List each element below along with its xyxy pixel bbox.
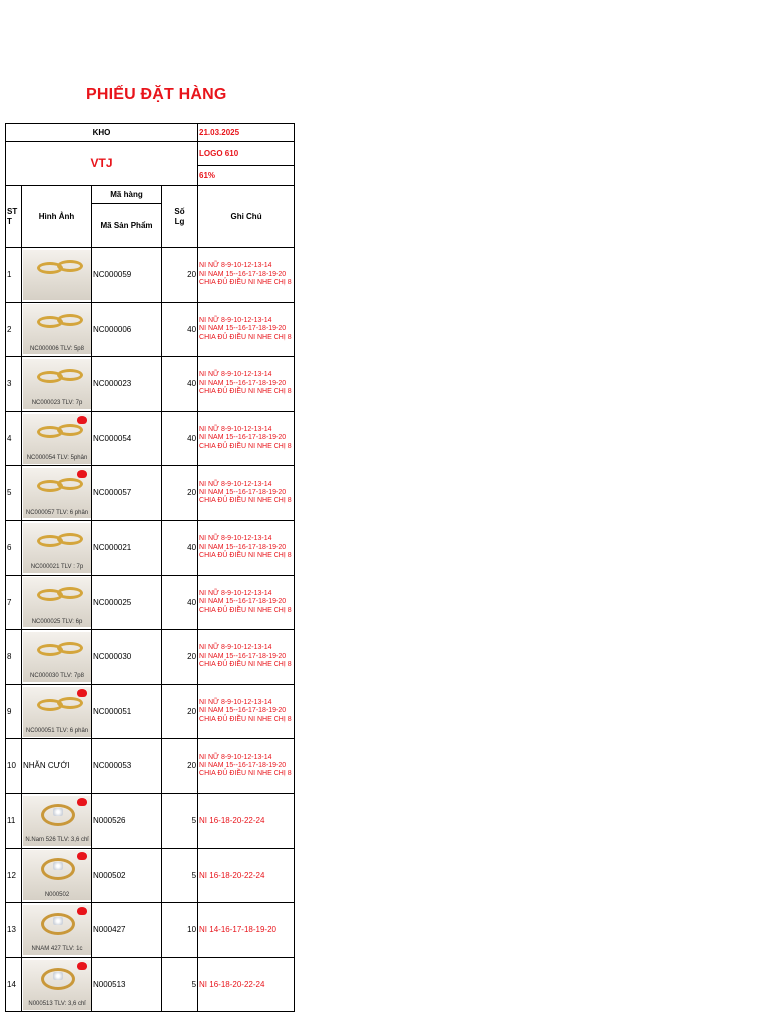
row-stt: 3	[6, 357, 22, 412]
note-line: NI NỮ 8-9-10-12-13-14	[199, 316, 272, 324]
row-stt: 4	[6, 411, 22, 466]
row-image-cell	[22, 357, 92, 412]
ring-shape	[57, 478, 83, 490]
product-image	[23, 960, 91, 1010]
image-caption: NC000025 TLV: 6p	[31, 618, 83, 625]
note-line: NI NỮ 8-9-10-12-13-14	[199, 644, 272, 652]
row-image-cell	[22, 411, 92, 466]
row-quantity: 40	[162, 575, 198, 630]
note-line: NI NAM 15--16-17-18-19-20	[199, 543, 287, 551]
row-product-code: N000513	[92, 957, 162, 1012]
row-quantity: 40	[162, 520, 198, 575]
row-stt: 11	[6, 793, 22, 848]
gem-shape	[53, 972, 63, 980]
note-line: NI NỮ 8-9-10-12-13-14	[199, 480, 272, 488]
ring-shape	[57, 697, 83, 709]
row-stt: 5	[6, 466, 22, 521]
product-image	[23, 304, 91, 354]
image-caption: NC000023 TLV: 7p	[31, 400, 83, 407]
note-line: CHIA ĐỦ ĐIỀU NI NHE CHỊ 8	[199, 278, 292, 286]
row-note	[198, 466, 295, 521]
ring-shape	[57, 533, 83, 545]
row-product-code: NC000006	[92, 302, 162, 357]
row-product-code: NC000057	[92, 466, 162, 521]
brand-logo-icon	[77, 907, 87, 915]
note-line: NI NAM 15--16-17-18-19-20	[199, 325, 287, 333]
row-product-code: N000502	[92, 848, 162, 903]
row-product-code: NC000030	[92, 630, 162, 685]
col-stt: STT	[6, 186, 22, 248]
row-note: NI 16-18-20-22-24	[198, 848, 295, 903]
note-line: NI NAM 15--16-17-18-19-20	[199, 488, 287, 496]
ring-shape	[57, 642, 83, 654]
note-line: NI NAM 15--16-17-18-19-20	[199, 270, 287, 278]
table-row	[6, 575, 295, 630]
note-line: NI NAM 15--16-17-18-19-20	[199, 598, 287, 606]
row-stt: 13	[6, 903, 22, 958]
brand-logo-icon	[77, 470, 87, 478]
note-line: CHIA ĐỦ ĐIỀU NI NHE CHỊ 8	[199, 442, 292, 450]
row-image-cell	[22, 630, 92, 685]
brand-logo-icon	[77, 852, 87, 860]
product-image	[23, 577, 91, 627]
table-row	[6, 848, 295, 903]
ring-shape	[57, 260, 83, 272]
image-caption: NC000057 TLV: 6 phân	[25, 509, 89, 516]
row-note	[198, 411, 295, 466]
row-stt: 1	[6, 248, 22, 303]
brand-logo-icon	[77, 416, 87, 424]
column-header-row-1	[6, 186, 295, 204]
row-note	[198, 302, 295, 357]
row-stt: 12	[6, 848, 22, 903]
product-image	[23, 905, 91, 955]
image-caption: NC000006 TLV: 5p8	[30, 345, 84, 352]
product-image	[23, 250, 91, 300]
note-line: CHIA ĐỦ ĐIỀU NI NHE CHỊ 8	[199, 388, 292, 396]
note-line: NI NAM 15--16-17-18-19-20	[199, 379, 287, 387]
note-line: CHIA ĐỦ ĐIỀU NI NHE CHỊ 8	[199, 770, 292, 778]
row-quantity: 20	[162, 248, 198, 303]
col-code: Mã Sản Phẩm	[92, 204, 162, 248]
percent-value: 61%	[198, 166, 295, 186]
image-caption: NNAM 427 TLV: 1c	[31, 946, 83, 953]
table-row	[6, 466, 295, 521]
row-image-cell	[22, 903, 92, 958]
row-product-code: NC000025	[92, 575, 162, 630]
product-image	[23, 687, 91, 737]
product-image	[23, 468, 91, 518]
note-line: NI NỮ 8-9-10-12-13-14	[199, 262, 272, 270]
brand-logo-icon	[77, 798, 87, 806]
table-row	[6, 957, 295, 1012]
row-stt: 14	[6, 957, 22, 1012]
product-image	[23, 523, 91, 573]
table-row	[6, 248, 295, 303]
table-row	[6, 520, 295, 575]
note-line: CHIA ĐỦ ĐIỀU NI NHE CHỊ 8	[199, 606, 292, 614]
image-caption: NC000054 TLV: 5phân	[26, 454, 88, 461]
row-note	[198, 684, 295, 739]
row-note	[198, 575, 295, 630]
note-line: CHIA ĐỦ ĐIỀU NI NHE CHỊ 8	[199, 551, 292, 559]
row-quantity: 40	[162, 302, 198, 357]
product-image	[23, 632, 91, 682]
row-stt: 7	[6, 575, 22, 630]
image-caption: N000513 TLV: 3,6 chỉ	[28, 1000, 86, 1007]
row-image-cell	[22, 793, 92, 848]
row-image-cell	[22, 248, 92, 303]
row-note	[198, 357, 295, 412]
row-image-cell	[22, 575, 92, 630]
image-caption: N000502	[44, 891, 70, 898]
row-product-code: NC000054	[92, 411, 162, 466]
note-line: CHIA ĐỦ ĐIỀU NI NHE CHỊ 8	[199, 661, 292, 669]
row-product-code: NC000059	[92, 248, 162, 303]
table-row	[6, 411, 295, 466]
table-row	[6, 793, 295, 848]
col-note: Ghi Chú	[198, 186, 295, 248]
product-image	[23, 414, 91, 464]
table-row	[6, 357, 295, 412]
row-stt: 9	[6, 684, 22, 739]
order-table	[5, 123, 295, 1012]
gem-shape	[53, 862, 63, 870]
image-caption: NC000051 TLV: 6 phân	[25, 727, 89, 734]
row-product-code: NC000051	[92, 684, 162, 739]
row-note: NI 14-16-17-18-19-20	[198, 903, 295, 958]
row-note: NI 16-18-20-22-24	[198, 957, 295, 1012]
row-quantity: 5	[162, 793, 198, 848]
image-caption: NC000021 TLV : 7p	[30, 564, 84, 571]
row-note	[198, 248, 295, 303]
col-qty: Số Lg	[162, 186, 198, 248]
row-stt: 10	[6, 739, 22, 794]
row-product-code: N000427	[92, 903, 162, 958]
table-row	[6, 739, 295, 794]
table-row	[6, 302, 295, 357]
product-image	[23, 359, 91, 409]
row-note	[198, 739, 295, 794]
row-product-code: NC000053	[92, 739, 162, 794]
row-quantity: 20	[162, 739, 198, 794]
row-stt: 8	[6, 630, 22, 685]
order-date: 21.03.2025	[198, 124, 295, 142]
row-image-cell: NHẪN CƯỚI	[22, 739, 92, 794]
row-image-cell	[22, 957, 92, 1012]
row-quantity: 40	[162, 411, 198, 466]
row-product-code: NC000021	[92, 520, 162, 575]
product-image	[23, 796, 91, 846]
header-row-company	[6, 142, 295, 166]
company-name: VTJ	[6, 142, 198, 186]
row-product-code: NC000023	[92, 357, 162, 412]
brand-logo-icon	[77, 689, 87, 697]
image-caption: NC000030 TLV: 7p8	[30, 673, 84, 680]
row-quantity: 10	[162, 903, 198, 958]
image-caption: N.Nam 526 TLV: 3,6 chỉ	[25, 837, 89, 844]
note-line: CHIA ĐỦ ĐIỀU NI NHE CHỊ 8	[199, 715, 292, 723]
table-row	[6, 903, 295, 958]
row-image-cell	[22, 520, 92, 575]
ring-shape	[57, 587, 83, 599]
row-stt: 2	[6, 302, 22, 357]
row-stt: 6	[6, 520, 22, 575]
col-code-group: Mã hàng	[92, 186, 162, 204]
product-image	[23, 850, 91, 900]
table-row	[6, 630, 295, 685]
row-product-code: N000526	[92, 793, 162, 848]
row-quantity: 40	[162, 357, 198, 412]
note-line: NI NỮ 8-9-10-12-13-14	[199, 535, 272, 543]
gem-shape	[53, 808, 63, 816]
row-image-cell	[22, 302, 92, 357]
row-note	[198, 630, 295, 685]
note-line: NI NỮ 8-9-10-12-13-14	[199, 753, 272, 761]
note-line: NI NAM 15--16-17-18-19-20	[199, 652, 287, 660]
row-note	[198, 520, 295, 575]
ring-shape	[57, 314, 83, 326]
row-quantity: 5	[162, 848, 198, 903]
row-image-cell	[22, 684, 92, 739]
note-line: NI NỮ 8-9-10-12-13-14	[199, 371, 272, 379]
row-image-cell	[22, 466, 92, 521]
row-note: NI 16-18-20-22-24	[198, 793, 295, 848]
brand-logo-icon	[77, 962, 87, 970]
note-line: NI NAM 15--16-17-18-19-20	[199, 434, 287, 442]
header-row-kho	[6, 124, 295, 142]
note-line: NI NAM 15--16-17-18-19-20	[199, 707, 287, 715]
row-quantity: 20	[162, 466, 198, 521]
ring-shape	[57, 369, 83, 381]
note-line: NI NỮ 8-9-10-12-13-14	[199, 589, 272, 597]
note-line: NI NỮ 8-9-10-12-13-14	[199, 425, 272, 433]
gem-shape	[53, 917, 63, 925]
kho-label: KHO	[6, 124, 198, 142]
logo-code: LOGO 610	[198, 142, 295, 166]
note-line: NI NAM 15--16-17-18-19-20	[199, 761, 287, 769]
note-line: NI NỮ 8-9-10-12-13-14	[199, 698, 272, 706]
note-line: CHIA ĐỦ ĐIỀU NI NHE CHỊ 8	[199, 497, 292, 505]
page-title: PHIẾU ĐẶT HÀNG	[86, 86, 227, 103]
row-quantity: 20	[162, 630, 198, 685]
table-row	[6, 684, 295, 739]
row-quantity: 5	[162, 957, 198, 1012]
note-line: CHIA ĐỦ ĐIỀU NI NHE CHỊ 8	[199, 333, 292, 341]
row-quantity: 20	[162, 684, 198, 739]
ring-shape	[57, 424, 83, 436]
col-image: Hình Ảnh	[22, 186, 92, 248]
row-image-cell	[22, 848, 92, 903]
